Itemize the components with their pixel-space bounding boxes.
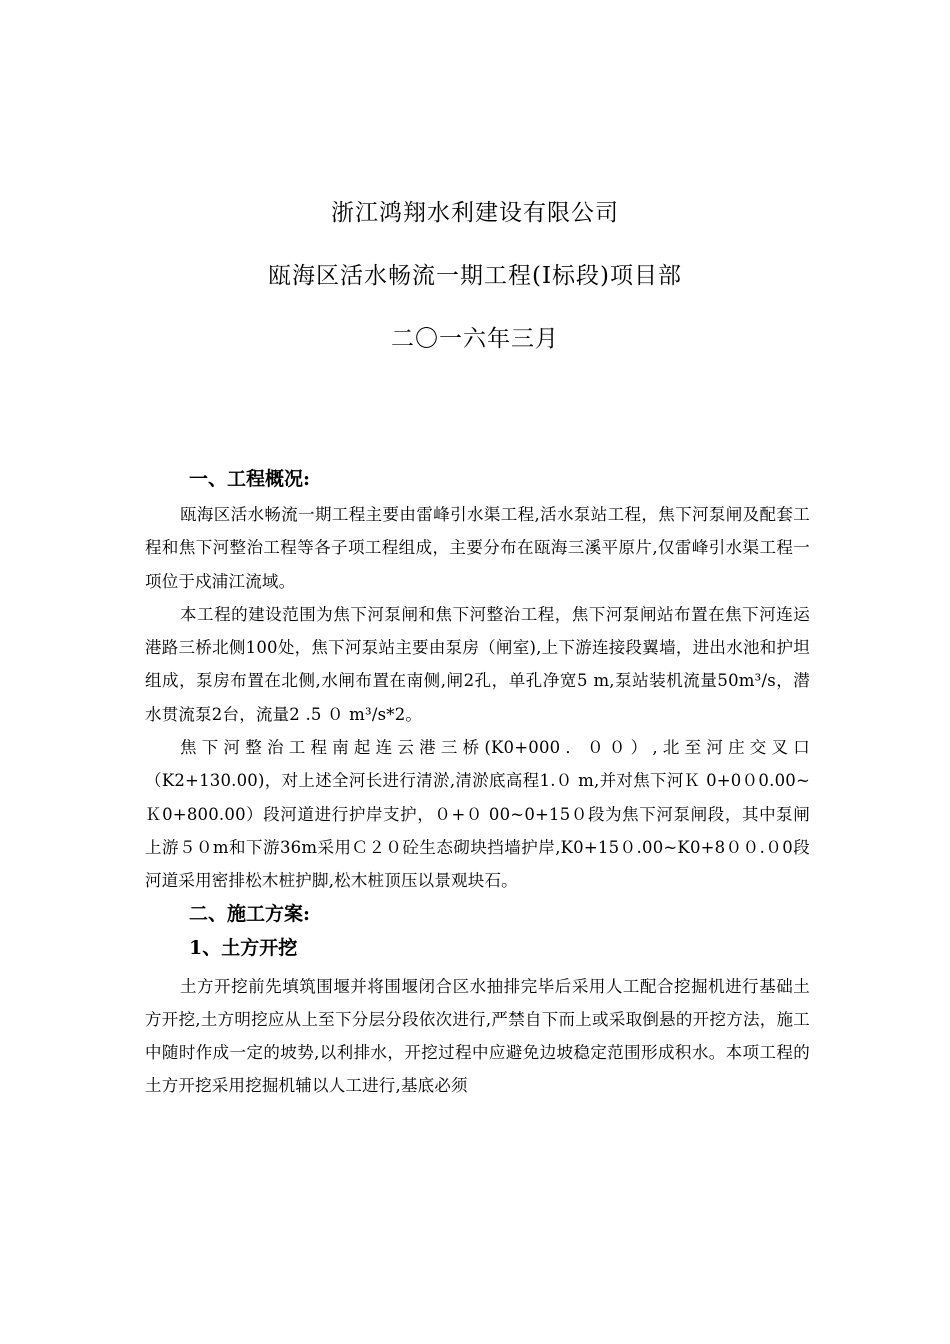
overview-paragraph-1: 瓯海区活水畅流一期工程主要由雷峰引水渠工程,活水泵站工程，焦下河泵闸及配套工程和焦下河整治工程等各子项工程组成，主要分布在瓯海三溪平原片,仅雷峰引水渠工程一项位于戍浦江流域。 bbox=[145, 505, 810, 591]
overview-paragraph-2: 本工程的建设范围为焦下河泵闸和焦下河整治工程，焦下河泵闸站布置在焦下河连运港路三桥北侧100处，焦下河泵站主要由泵房（闸室),上下游连接段翼墙，进出水池和护坦组成，泵房布置在北侧,水闸布置在南侧,闸2孔，单孔净宽5 m,泵站装机流量50m³/s，潜水贯流泵2台，流量2 .5 ０ m³/s*2。 bbox=[145, 604, 810, 724]
overview-paragraph-3: 焦下河整治工程南起连云港三桥(K0+000．００）,北至河庄交叉口（K2+130.00)，对上述全河长进行清淤,清淤底高程1.０ m,并对焦下河Ｋ 0+0０0.00~Ｋ0+800.00）段河道进行护岸支护，０+０ 00~0+15０段为焦下河泵闸段，其中泵闸上游５０m和下游36m采用Ｃ２０砼生态砌块挡墙护岸,K0+15０.00~K0+8００.０0段河道采用密排松木桩护脚,松木桩顶压以景观块石。 bbox=[145, 738, 810, 891]
section-heading-overview: 一、工程概况: bbox=[189, 468, 311, 490]
document-body bbox=[145, 463, 810, 1103]
earthwork-paragraph-1: 土方开挖前先填筑围堰并将围堰闭合区水抽排完毕后采用人工配合挖掘机进行基础土方开挖,土方明挖应从上至下分层分段依次进行,严禁自下而上或采取倒悬的开挖方法，施工中随时作成一定的坡势,以利排水，开挖过程中应避免边坡稳定范围形成积水。本项工程的土方开挖采用挖掘机辅以人工进行,基底必须 bbox=[145, 976, 810, 1096]
section-heading-plan: 二、施工方案: bbox=[189, 902, 311, 925]
document-date: 二〇一六年三月 bbox=[391, 326, 559, 352]
project-department: 瓯海区活水畅流一期工程(I标段)项目部 bbox=[267, 263, 683, 289]
subsection-heading-earthwork: 1、土方开挖 bbox=[189, 936, 298, 959]
company-name: 浙江鸿翔水利建设有限公司 bbox=[331, 200, 619, 226]
